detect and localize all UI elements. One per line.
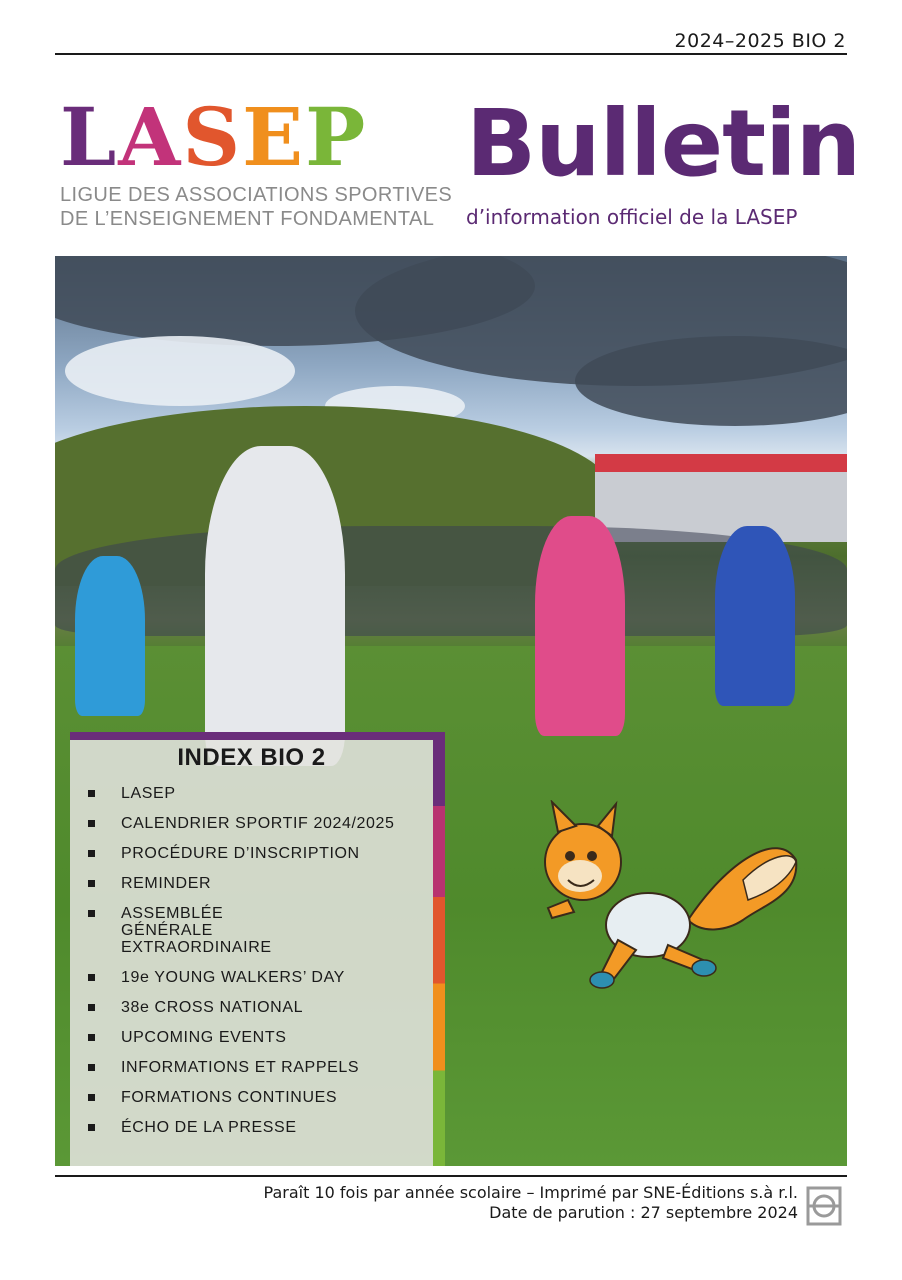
building-roof [595,454,847,472]
index-item[interactable] [88,999,428,1016]
index-item-label: UPCOMING EVENTS [121,1029,287,1046]
index-item[interactable] [88,1059,428,1076]
bullet-icon [88,1004,95,1011]
index-title: INDEX BIO 2 [177,744,326,771]
index-item[interactable] [88,875,428,892]
footer-publication-info: Paraît 10 fois par année scolaire – Imprimé par SNE-Éditions s.à r.l. [263,1183,798,1202]
bullet-icon [88,974,95,981]
bullet-icon [88,820,95,827]
index-item[interactable] [88,1029,428,1046]
index-item-label: CALENDRIER SPORTIF 2024/2025 [121,815,395,832]
index-item-label: 38e CROSS NATIONAL [121,999,304,1016]
top-rule [55,53,847,55]
index-item[interactable] [88,905,308,956]
bullet-icon [88,790,95,797]
logo-subtitle-line-1: LIGUE DES ASSOCIATIONS SPORTIVES [60,184,453,206]
index-item[interactable] [88,1089,428,1106]
footer-release-date: Date de parution : 27 septembre 2024 [489,1203,798,1222]
runner-right [715,526,795,706]
bottom-rule [55,1175,847,1177]
index-item-label: LASEP [121,785,176,802]
index-top-bar [70,732,445,740]
logo-subtitle-line-2: DE L’ENSEIGNEMENT FONDAMENTAL [60,208,435,230]
logo-letter-e: E [242,90,306,184]
squirrel-mascot-icon [538,800,800,992]
lasep-logo [60,90,368,184]
bullet-icon [88,880,95,887]
index-item-label: FORMATIONS CONTINUES [121,1089,338,1106]
bullet-icon [88,1064,95,1071]
bullet-icon [88,850,95,857]
logo-subtitle [60,183,452,231]
runner-left [75,556,145,716]
index-item-label: ÉCHO DE LA PRESSE [121,1119,297,1136]
index-item-label: ASSEMBLÉE GÉNÉRALE EXTRAORDINAIRE [121,905,272,956]
index-item-label: INFORMATIONS ET RAPPELS [121,1059,360,1076]
index-item[interactable] [88,1119,428,1136]
index-list [88,785,428,1149]
index-item[interactable] [88,969,428,986]
bullet-icon [88,910,95,917]
bullet-icon [88,1034,95,1041]
index-item-label: 19e YOUNG WALKERS’ DAY [121,969,345,986]
index-item-label: PROCÉDURE D’INSCRIPTION [121,845,360,862]
logo-letter-a: A [118,90,183,184]
bulletin-title: Bulletin [466,90,861,197]
index-item[interactable] [88,785,428,802]
runner-girl [535,516,625,736]
logo-letter-s: S [182,90,243,184]
runner-boy [205,446,345,766]
issue-label: 2024–2025 BIO 2 [674,30,846,52]
logo-letter-l: L [60,90,119,184]
logo-letter-p: P [305,90,368,184]
index-item[interactable] [88,845,428,862]
index-color-stripe [433,732,445,1166]
cloud-light-1 [65,336,295,406]
bullet-icon [88,1124,95,1131]
index-item[interactable] [88,815,428,832]
index-item-label: REMINDER [121,875,212,892]
bullet-icon [88,1094,95,1101]
printer-logo-icon [806,1186,842,1226]
bulletin-subtitle: d’information officiel de la LASEP [466,205,798,229]
